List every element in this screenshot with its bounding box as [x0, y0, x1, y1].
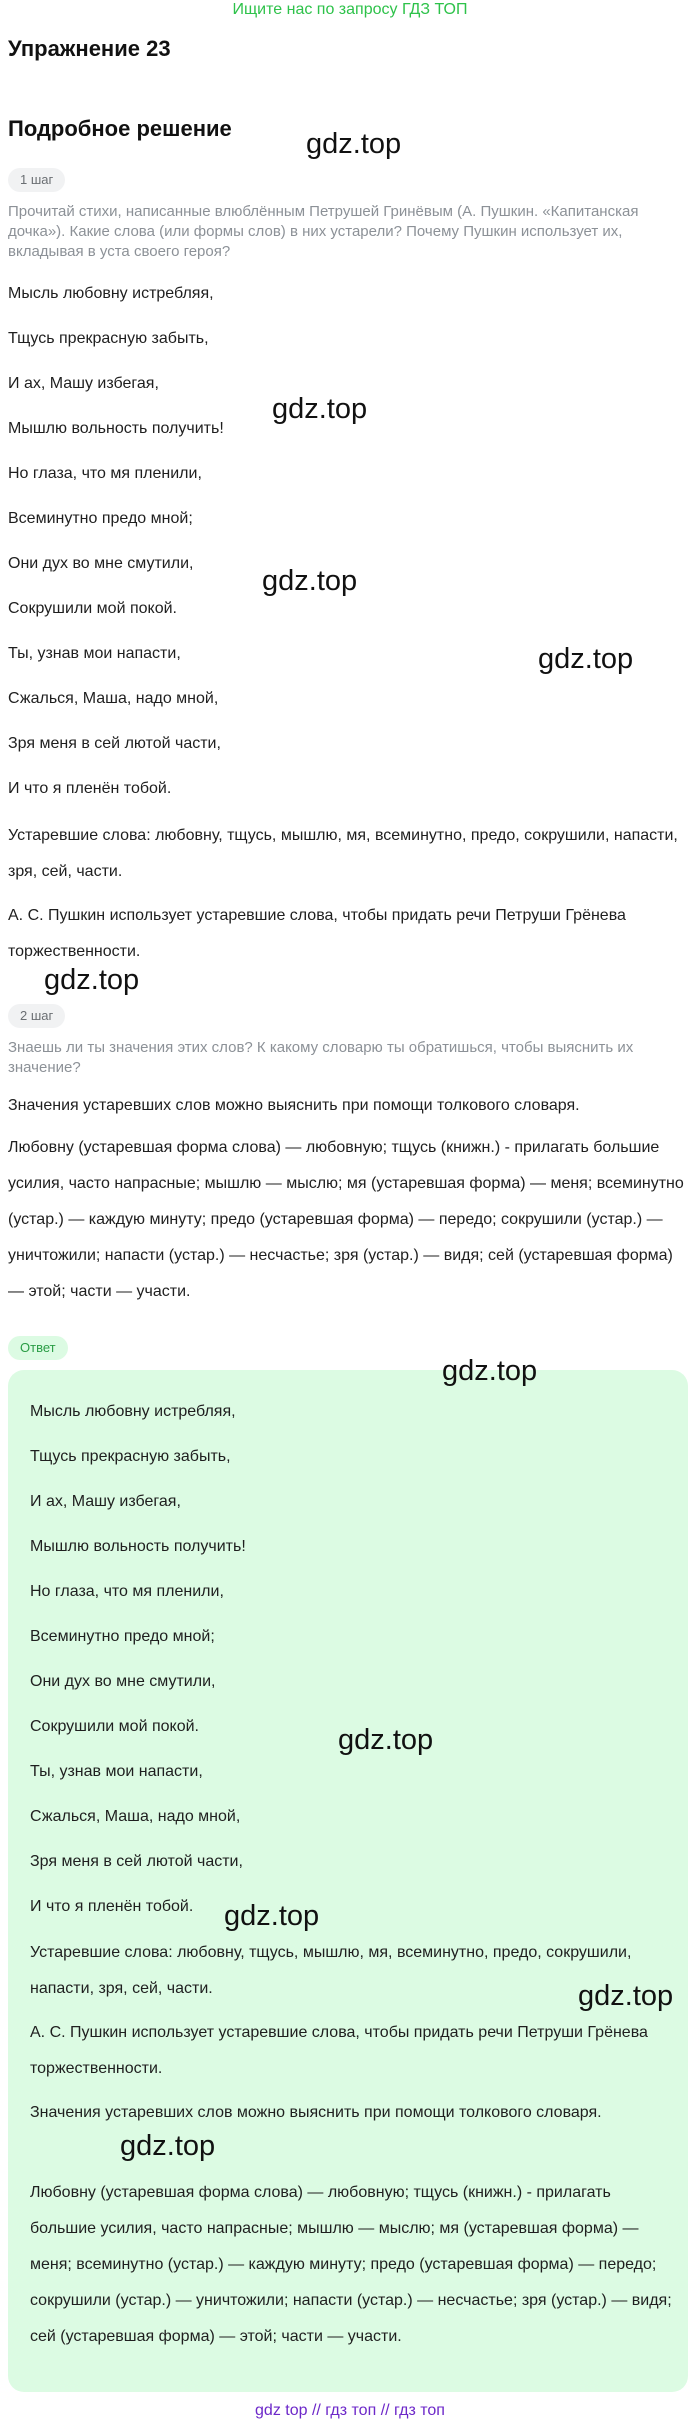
answer-poem-line: Мысль любовну истребляя, [30, 1403, 236, 1420]
step-1-badge: 1 шаг [8, 168, 65, 192]
answer-dictionary-note: Значения устаревших слов можно выяснить при помощи толкового словаря. [30, 2104, 602, 2121]
word-meanings: Любовну (устаревшая форма слова) — любовную; тщусь (книжн.) - прилагать большие усилия, часто напрасные; мышлю — мыслю; мя (устаревшая форма) — меня; всеминутно (устар.) — каждую минуту; предо (устаревшая форма) — передо; сокрушили (устар.) — уничтожили; напасти (устар.) — несчастье; зря (устар.) — видя; сей (устаревшая форма) — этой; части — участи. [8, 1139, 684, 1300]
watermark: gdz.top [578, 1980, 674, 2012]
poem-line: Зря меня в сей лютой части, [8, 735, 221, 752]
watermark: gdz.top [44, 964, 140, 996]
poem-line: Тщусь прекрасную забыть, [8, 330, 209, 347]
poem-line: И ах, Машу избегая, [8, 375, 159, 392]
watermark: gdz.top [338, 1724, 434, 1756]
poem-line: Всеминутно предо мной; [8, 510, 193, 527]
watermark: gdz.top [262, 565, 358, 597]
poem-line: Сокрушили мой покой. [8, 600, 177, 617]
search-banner: Ищите нас по запросу ГДЗ ТОП [232, 1, 468, 18]
answer-poem-line: Зря меня в сей лютой части, [30, 1853, 243, 1870]
poem-line: Они дух во мне смутили, [8, 555, 194, 572]
poem-line: Ты, узнав мои напасти, [8, 645, 181, 662]
watermark: gdz.top [120, 2130, 216, 2162]
answer-poem-line: Но глаза, что мя пленили, [30, 1583, 224, 1600]
answer-poem-line: Сжалься, Маша, надо мной, [30, 1808, 241, 1825]
watermark: gdz.top [538, 643, 634, 675]
watermark: gdz.top [442, 1355, 538, 1387]
answer-poem-line: Мышлю вольность получить! [30, 1538, 246, 1555]
answer-usage-reason: А. С. Пушкин использует устаревшие слова, чтобы придать речи Петруши Грёнева торжественности. [30, 2024, 648, 2077]
exercise-title: Упражнение 23 [8, 36, 171, 61]
usage-reason: А. С. Пушкин использует устаревшие слова, чтобы придать речи Петруши Грёнева торжественности. [8, 907, 626, 960]
answer-badge: Ответ [8, 1336, 68, 1360]
watermark: gdz.top [224, 1900, 320, 1932]
answer-poem-line: Они дух во мне смутили, [30, 1673, 216, 1690]
poem-line: Мышлю вольность получить! [8, 420, 224, 437]
footer-links[interactable]: gdz top // гдз топ // гдз топ [255, 2402, 445, 2419]
poem-line: Но глаза, что мя пленили, [8, 465, 202, 482]
answer-obsolete-words: Устаревшие слова: любовну, тщусь, мышлю, мя, всеминутно, предо, сокрушили, напасти, зря, сей, части. [30, 1944, 632, 1997]
poem-line: Сжалься, Маша, надо мной, [8, 690, 219, 707]
poem-line: И что я пленён тобой. [8, 780, 172, 797]
answer-poem-line: Ты, узнав мои напасти, [30, 1763, 203, 1780]
step-2-badge: 2 шаг [8, 1004, 65, 1028]
solution-title: Подробное решение [8, 116, 232, 141]
watermark: gdz.top [272, 393, 368, 425]
answer-poem-line: Всеминутно предо мной; [30, 1628, 215, 1645]
answer-word-meanings: Любовну (устаревшая форма слова) — любовную; тщусь (книжн.) - прилагать большие усилия, часто напрасные; мышлю — мыслю; мя (устаревшая форма) — меня; всеминутно (устар.) — каждую минуту; предо (устаревшая форма) — передо; сокрушили (устар.) — уничтожили; напасти (устар.) — несчастье; зря (устар.) — видя; сей (устаревшая форма) — этой; части — участи. [30, 2184, 672, 2345]
watermark: gdz.top [306, 128, 402, 160]
answer-poem-line: И ах, Машу избегая, [30, 1493, 181, 1510]
answer-poem-line: Сокрушили мой покой. [30, 1718, 199, 1735]
step-2-task: Знаешь ли ты значения этих слов? К какому словарю ты обратишься, чтобы выяснить их значение? [8, 1039, 634, 1076]
obsolete-words: Устаревшие слова: любовну, тщусь, мышлю, мя, всеминутно, предо, сокрушили, напасти, зря, сей, части. [8, 827, 678, 880]
dictionary-note: Значения устаревших слов можно выяснить при помощи толкового словаря. [8, 1097, 580, 1114]
answer-poem-line: И что я пленён тобой. [30, 1898, 194, 1915]
step-1-task: Прочитай стихи, написанные влюблённым Петрушей Гринёвым (А. Пушкин. «Капитанская дочка»). Какие слова (или формы слов) в них устарели? Почему Пушкин использует их, вкладывая в уста своего героя? [8, 203, 639, 260]
poem-line: Мысль любовну истребляя, [8, 285, 214, 302]
answer-poem-line: Тщусь прекрасную забыть, [30, 1448, 231, 1465]
